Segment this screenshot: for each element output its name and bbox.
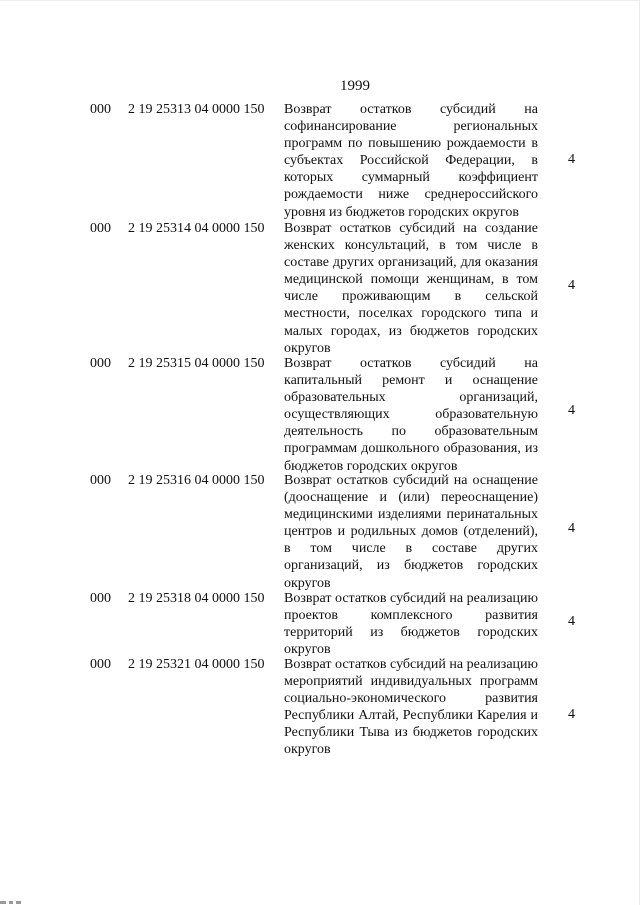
row-description: Возврат остатков субсидий на оснащение (дооснащение и (или) переоснащение) медицинскими изделиями перинатальных центров и родильных домов (отделений), в том числе в составе других организаций, из бюджетов городских округов [284,473,538,591]
budget-code: 2 19 25321 04 0000 150 [128,657,265,672]
admin-code: 000 [90,657,111,672]
row-description: Возврат остатков субсидий на создание женских консультаций, в том числе в составе других организаций, для оказания медицинской помощи женщинам, в том числе проживающим в сельской местности, поселках городского типа и малых городах, из бюджетов городских округов [284,221,538,356]
scan-edge-top [0,0,640,1]
admin-code: 000 [90,102,111,117]
row-code: 4 [568,278,575,293]
admin-code: 000 [90,591,111,606]
scan-artifact [0,897,40,905]
row-code: 4 [568,614,575,629]
admin-code: 000 [90,473,111,488]
row-code: 4 [568,521,575,536]
budget-code: 2 19 25318 04 0000 150 [128,591,265,606]
budget-code: 2 19 25313 04 0000 150 [128,102,265,117]
row-code: 4 [568,403,575,418]
row-description: Возврат остатков субсидий на капитальный ремонт и оснащение образовательных организаций, осуществляющих образовательную деятельность по образовательным программам дошкольного образования, из бюджетов городских округов [284,356,538,474]
row-description: Возврат остатков субсидий на реализацию мероприятий индивидуальных программ социально-экономического развития Республики Алтай, Республики Карелия и Республики Тыва из бюджетов городских округов [284,657,538,758]
row-code: 4 [568,707,575,722]
page-number: 1999 [340,78,370,94]
row-description: Возврат остатков субсидий на реализацию проектов комплексного развития территорий из бюджетов городских округов [284,591,538,658]
row-description: Возврат остатков субсидий на софинансирование региональных программ по повышению рождаемости в субъектах Российской Федерации, в которых суммарный коэффициент рождаемости ниже среднероссийского уровня из бюджетов городских округов [284,102,538,220]
budget-code: 2 19 25316 04 0000 150 [128,473,265,488]
budget-code: 2 19 25314 04 0000 150 [128,221,265,236]
budget-code: 2 19 25315 04 0000 150 [128,356,265,371]
admin-code: 000 [90,221,111,236]
admin-code: 000 [90,356,111,371]
row-code: 4 [568,152,575,167]
